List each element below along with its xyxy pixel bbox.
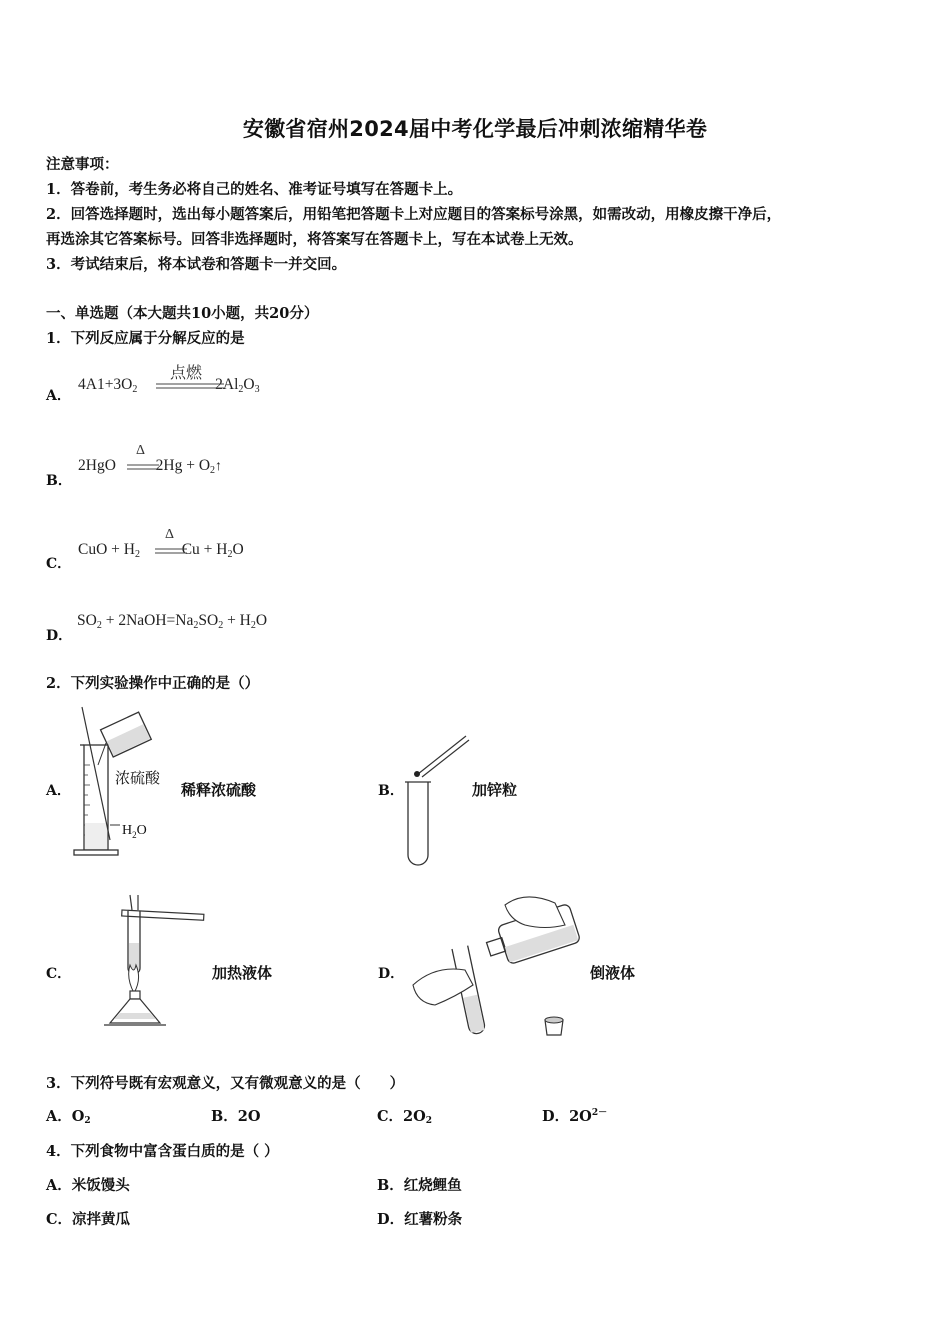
q4-option-a[interactable]: A．米饭馒头	[46, 1177, 130, 1194]
q3-option-b[interactable]: B．2O	[211, 1108, 261, 1125]
q1-option-a-label[interactable]: A．	[46, 388, 71, 404]
notice-heading: 注意事项：	[46, 156, 119, 173]
q1-option-c-label[interactable]: C．	[46, 556, 72, 572]
q1-option-c-equation: CuO + $H_2$ $Cu + H_2O$	[78, 541, 244, 560]
q3-option-d[interactable]: D．$2O^{2-}$	[542, 1108, 608, 1125]
pour-liquid-figure	[405, 885, 585, 1045]
question-2-stem: 2．下列实验操作中正确的是（）	[46, 675, 260, 692]
question-3-stem: 3．下列符号既有宏观意义，又有微观意义的是（ ）	[46, 1075, 405, 1092]
q2-option-b-caption: 加锌粒	[472, 781, 518, 799]
heat-liquid-figure	[100, 893, 210, 1038]
q1-c-equals-sign	[155, 548, 187, 554]
q1-a-equals-sign	[156, 383, 224, 389]
q2-option-a-caption: 稀释浓硫酸	[181, 781, 257, 799]
add-zinc-figure	[400, 730, 480, 865]
q2-option-d-label[interactable]: D．	[378, 966, 405, 982]
q1-option-d-equation: $SO_2$ + $2NaOH=Na_2SO_2 + H_2O$	[77, 612, 268, 631]
water-label: $H_2O$	[122, 823, 147, 840]
q1-option-b-label[interactable]: B．	[46, 473, 72, 489]
q4-option-d[interactable]: D．红薯粉条	[377, 1211, 463, 1228]
q2-option-c-caption: 加热液体	[212, 964, 273, 982]
q3-option-c[interactable]: C．$2O_2$	[377, 1108, 433, 1126]
concentrated-acid-label: 浓硫酸	[115, 769, 161, 787]
page-title: 安徽省宿州2024届中考化学最后冲刺浓缩精华卷	[242, 117, 708, 141]
q1-a-condition: 点燃	[170, 365, 203, 382]
q4-option-c[interactable]: C．凉拌黄瓜	[46, 1211, 131, 1228]
q2-option-c-label[interactable]: C．	[46, 966, 72, 982]
q1-b-equals-sign	[127, 464, 159, 470]
notice-item-2-line-1: 2．回答选择题时，选出每小题答案后，用铅笔把答题卡上对应题目的答案标号涂黑，如需改动，用橡皮擦干净后，	[46, 206, 782, 223]
q1-option-b-equation: 2HgO $2Hg + O_2↑$	[78, 457, 223, 476]
q4-option-b[interactable]: B．红烧鲤鱼	[377, 1177, 462, 1194]
q2-option-d-caption: 倒液体	[590, 964, 636, 982]
section-heading: 一、单选题（本大题共10小题，共20分）	[46, 305, 319, 322]
notice-item-3: 3．考试结束后，将本试卷和答题卡一并交回。	[46, 256, 347, 273]
question-1-stem: 1．下列反应属于分解反应的是	[46, 330, 245, 347]
notice-item-2-line-2: 再选涂其它答案标号。回答非选择题时，将答案写在答题卡上，写在本试卷上无效。	[46, 231, 583, 248]
notice-item-1: 1．答卷前，考生务必将自己的姓名、准考证号填写在答题卡上。	[46, 181, 463, 198]
q2-option-a-label[interactable]: A．	[46, 783, 71, 799]
q1-b-condition: Δ	[136, 443, 146, 458]
q1-c-condition: Δ	[165, 527, 175, 542]
q3-option-a[interactable]: A．$O_2$	[46, 1108, 91, 1126]
q1-option-d-label[interactable]: D．	[46, 628, 73, 644]
q1-option-a-equation: $4A1+3O_2$ $2Al_2O_3$	[78, 376, 260, 395]
q2-option-b-label[interactable]: B．	[378, 783, 404, 799]
question-4-stem: 4．下列食物中富含蛋白质的是（ ）	[46, 1143, 279, 1160]
